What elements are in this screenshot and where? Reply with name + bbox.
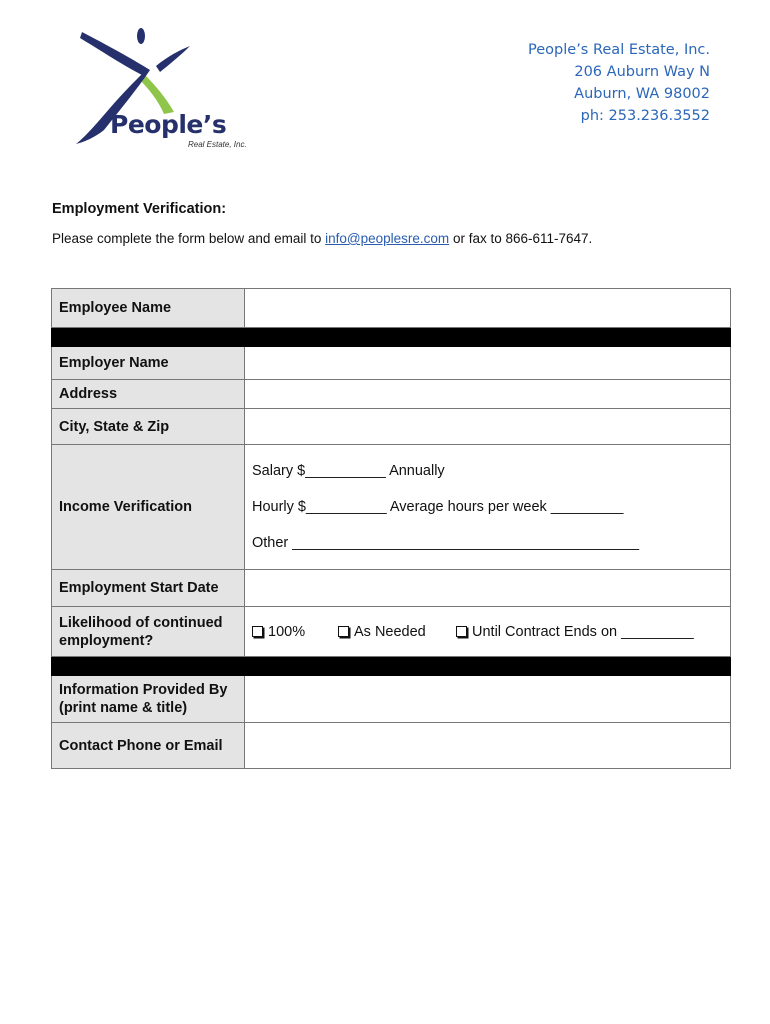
row-start-date <box>52 570 731 607</box>
field-income-verification[interactable] <box>245 445 731 570</box>
checkbox-icon[interactable] <box>338 626 349 637</box>
option-100-percent[interactable] <box>252 624 338 640</box>
option-until-contract-ends[interactable] <box>456 624 694 640</box>
field-city-state-zip[interactable] <box>245 409 731 445</box>
logo-wordmark: People’s <box>110 110 227 139</box>
field-employer-name[interactable] <box>245 347 731 380</box>
row-income-verification <box>52 445 731 570</box>
label-info-provided: Information Provided By (print name & title) <box>52 676 245 723</box>
field-info-provided[interactable] <box>245 676 731 723</box>
logo-tagline: Real Estate, Inc. <box>188 140 247 149</box>
label-start-date: Employment Start Date <box>52 570 245 607</box>
label-employer-name: Employer Name <box>52 347 245 380</box>
field-address[interactable] <box>245 380 731 409</box>
row-employer-name <box>52 347 731 380</box>
label-city-state-zip: City, State & Zip <box>52 409 245 445</box>
option-as-needed[interactable] <box>338 624 456 640</box>
row-city-state-zip <box>52 409 731 445</box>
income-hourly-line[interactable]: Hourly $__________ Average hours per week _________ <box>252 499 624 515</box>
row-contact <box>52 723 731 769</box>
field-employee-name[interactable] <box>245 289 731 328</box>
option-as-needed-label: As Needed <box>354 623 426 640</box>
likelihood-options <box>252 624 723 640</box>
option-until-contract-ends-label: Until Contract Ends on _________ <box>472 623 694 640</box>
option-100-percent-label: 100% <box>268 623 306 640</box>
company-phone: ph: 253.236.3552 <box>580 108 710 124</box>
form-heading: Employment Verification: <box>52 201 227 217</box>
company-city: Auburn, WA 98002 <box>574 86 710 102</box>
row-employee-name <box>52 289 731 328</box>
divider-bar-cell <box>52 657 731 676</box>
verification-form-table <box>51 288 731 769</box>
label-likelihood: Likelihood of continued employment? <box>52 607 245 657</box>
row-info-provided <box>52 676 731 723</box>
section-divider-bar <box>52 328 731 347</box>
label-income-verification: Income Verification <box>52 445 245 570</box>
field-contact[interactable] <box>245 723 731 769</box>
company-logo <box>64 26 264 156</box>
income-other-line[interactable]: Other ___________________________________________ <box>252 535 640 551</box>
row-address <box>52 380 731 409</box>
checkbox-icon[interactable] <box>252 626 263 637</box>
email-link[interactable]: info@peoplesre.com <box>325 231 450 246</box>
form-intro <box>52 231 592 246</box>
company-street: 206 Auburn Way N <box>574 64 710 80</box>
divider-bar-cell <box>52 328 731 347</box>
section-divider-bar <box>52 657 731 676</box>
label-employee-name: Employee Name <box>52 289 245 328</box>
intro-text-before: Please complete the form below and email to <box>52 231 326 246</box>
label-contact: Contact Phone or Email <box>52 723 245 769</box>
field-likelihood <box>245 607 731 657</box>
row-likelihood <box>52 607 731 657</box>
company-address-block <box>528 39 710 127</box>
intro-text-after: or fax to 866-611-7647. <box>449 231 593 246</box>
field-start-date[interactable] <box>245 570 731 607</box>
income-salary-line[interactable]: Salary $__________ Annually <box>252 463 445 479</box>
checkbox-icon[interactable] <box>456 626 467 637</box>
label-address: Address <box>52 380 245 409</box>
company-name: People’s Real Estate, Inc. <box>528 42 710 58</box>
